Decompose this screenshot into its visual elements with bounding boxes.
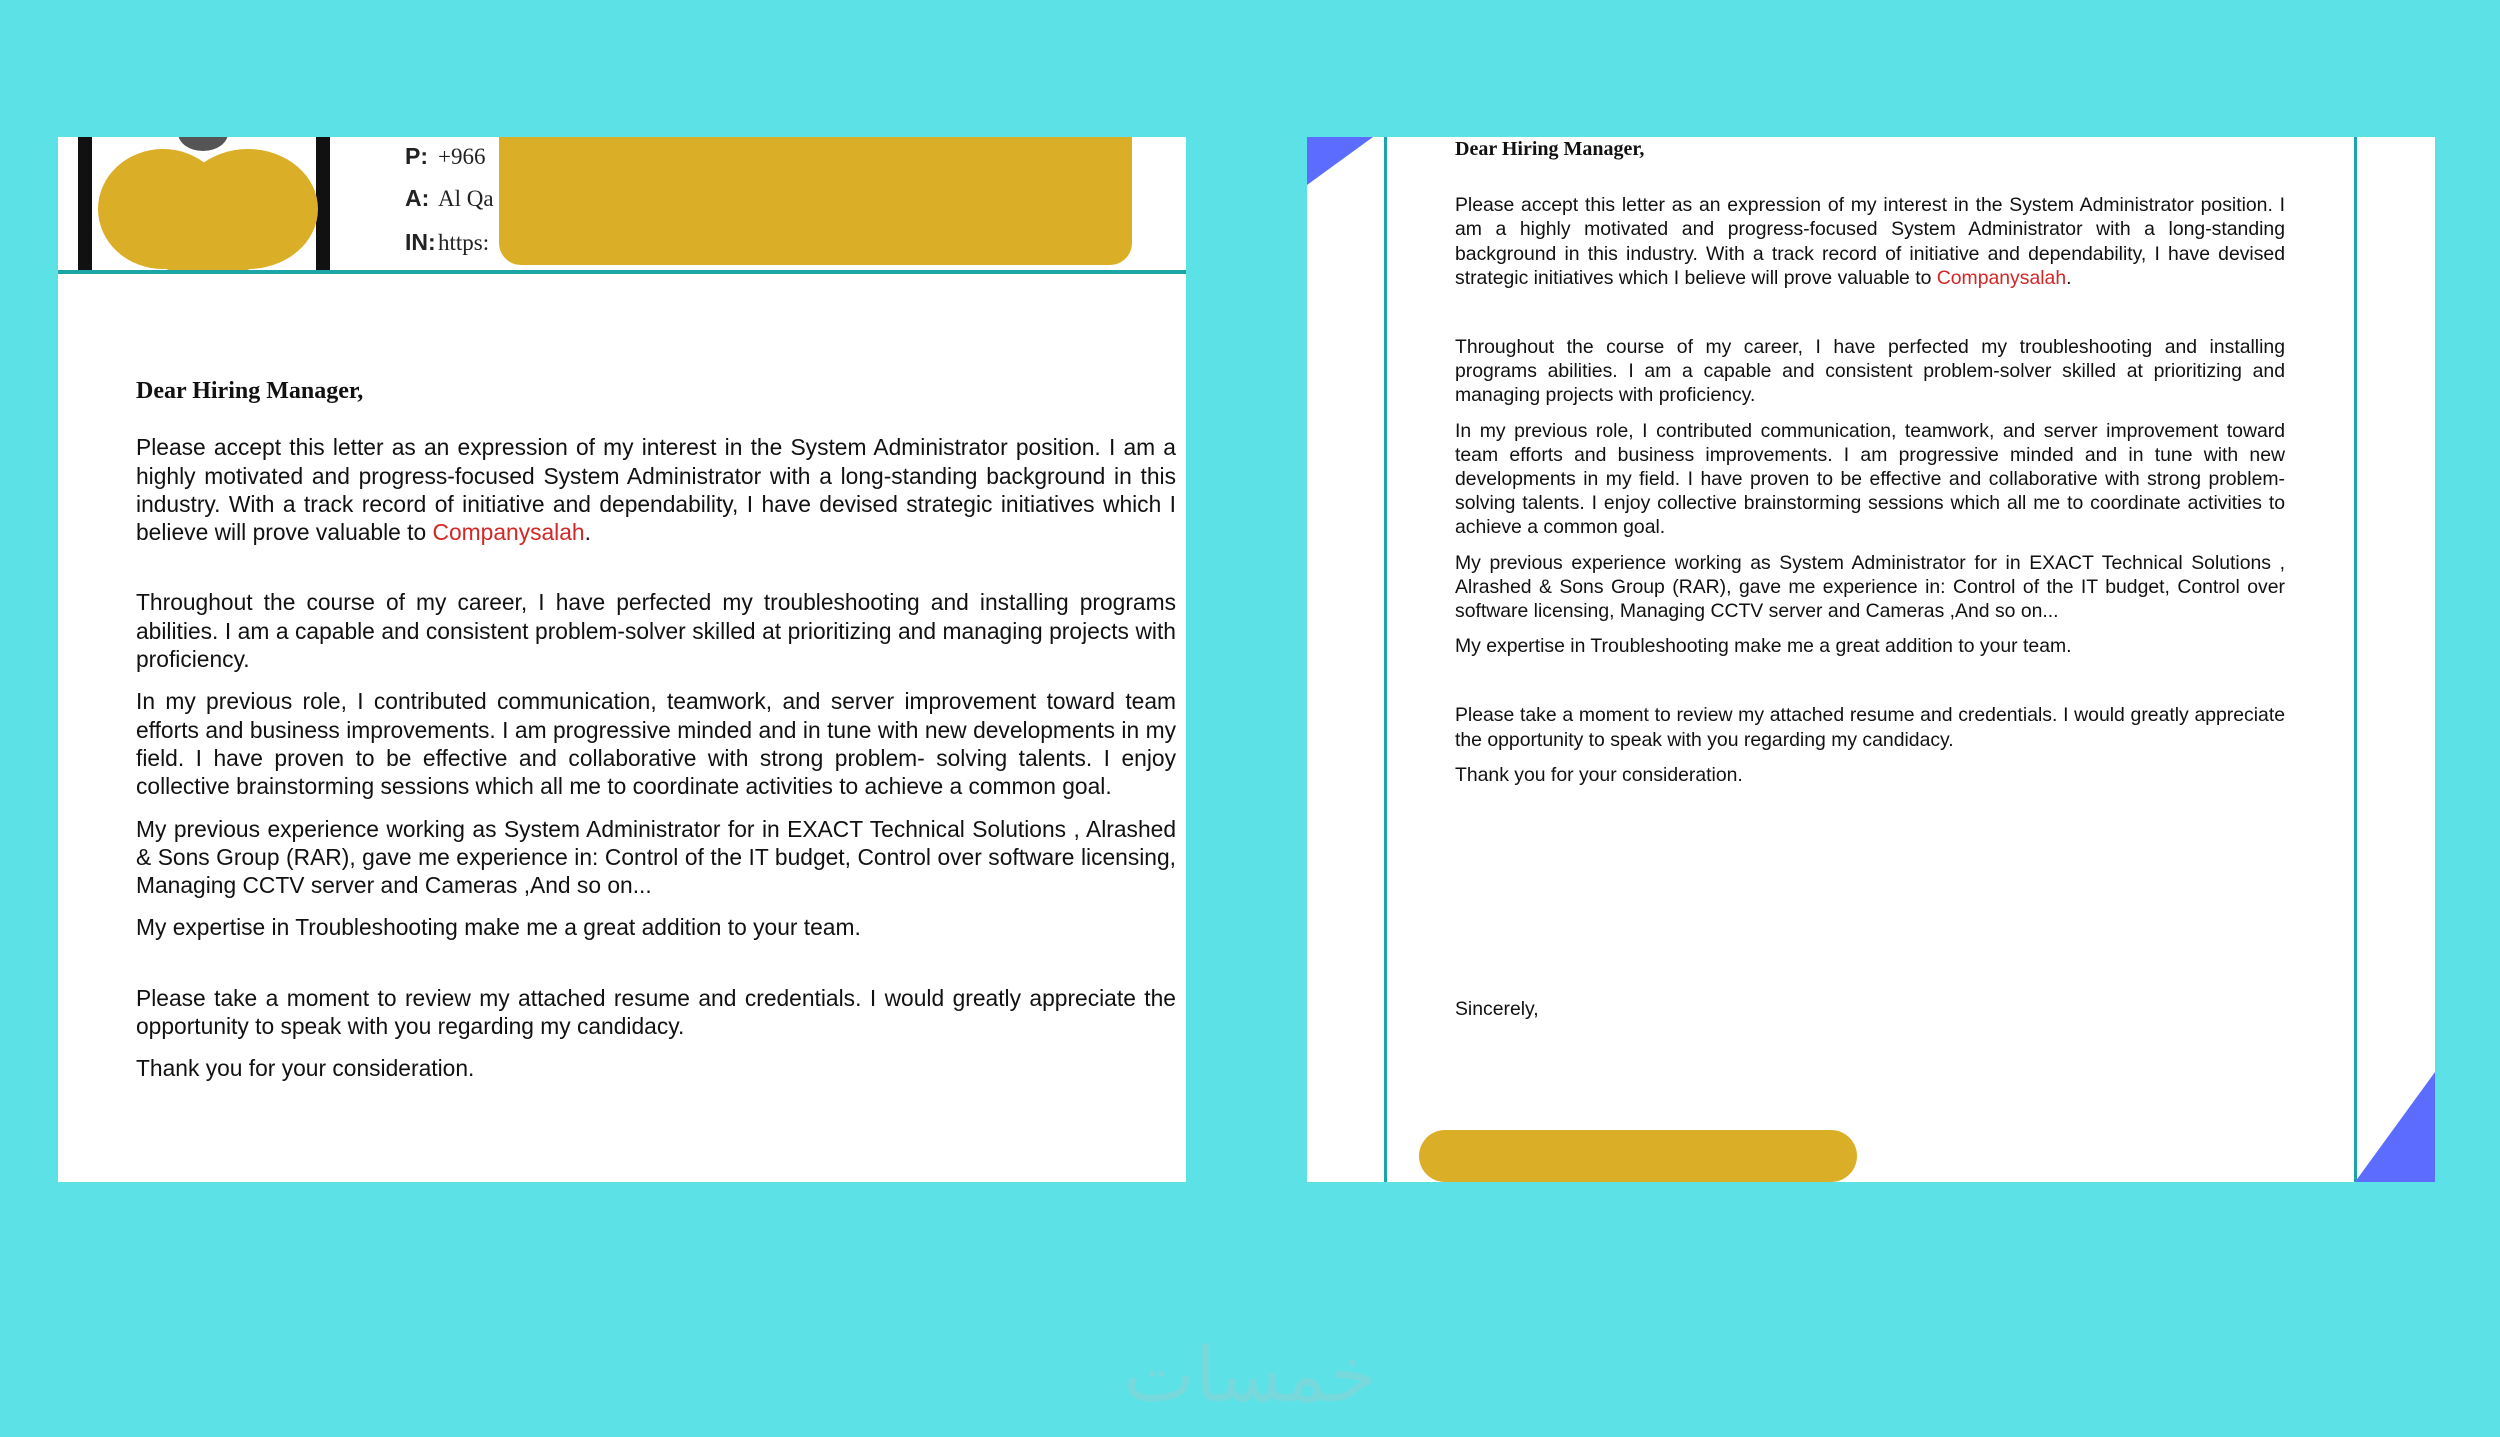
paragraph-2-2: Throughout the course of my career, I have perfected my troubleshooting and installing programs abilities. I am a capable and consistent problem-solver skilled at prioritizing and managing projects with proficiency. bbox=[1455, 336, 2285, 407]
paragraph-7-2: Thank you for your consideration. bbox=[1455, 763, 1743, 786]
paragraph-7: Thank you for your consideration. bbox=[136, 1055, 475, 1082]
profile-photo bbox=[78, 137, 330, 270]
phone-row: P: +966 bbox=[405, 143, 486, 169]
greeting: Dear Hiring Manager, bbox=[136, 378, 364, 404]
paragraph-6: Please take a moment to review my attached resume and credentials. I would greatly appreciate the opportunity to speak with you regarding my candidacy. bbox=[136, 984, 1176, 1040]
paragraph-5: My expertise in Troubleshooting make me a great addition to your team. bbox=[136, 914, 861, 941]
letter-body-2 bbox=[1455, 137, 2285, 1032]
signature-redaction bbox=[1419, 1130, 1857, 1182]
corner-triangle-bottom bbox=[2355, 1072, 2435, 1182]
paragraph-5-2: My expertise in Troubleshooting make me a great addition to your team. bbox=[1455, 635, 2072, 658]
company-name: Companysalah bbox=[432, 519, 585, 546]
link-row: IN: https: bbox=[405, 229, 490, 255]
paragraph-1: Please accept this letter as an expression of my interest in the System Administrator position. I am a highly motivated and progress-focused System Administrator with a long-standing background in this industry. With a track record of initiative and dependability, I have devised strategic initiatives which I believe will prove valuable to Companysalah. bbox=[136, 434, 1176, 546]
contact-redaction bbox=[499, 137, 1132, 265]
corner-triangle-top bbox=[1307, 137, 1373, 185]
company-name-2: Companysalah bbox=[1936, 266, 2067, 289]
paragraph-4: My previous experience working as System Administrator for in EXACT Technical Solutions , Alrashed & Sons Group (RAR), gave me experience in: Control of the IT budget, Control over software licensing, Managing CCTV server and Cameras ,And so on... bbox=[136, 815, 1176, 899]
paragraph-4-2: My previous experience working as System Administrator for in EXACT Technical Solutions , Alrashed & Sons Group (RAR), gave me experience in: Control of the IT budget, Control over software licensing, Managing CCTV server and Cameras ,And so on... bbox=[1455, 551, 2285, 623]
letter-page-1 bbox=[58, 137, 1186, 1182]
paragraph-3-2: In my previous role, I contributed communication, teamwork, and server improvement toward team efforts and business improvements. I am progressive minded and in tune with new developments in my field. I have proven to be effective and collaborative with strong problem- solving talents. I enjoy collective brainstorming sessions which all me to coordinate activities to achieve a common goal. bbox=[1455, 419, 2285, 539]
paragraph-2: Throughout the course of my career, I have perfected my troubleshooting and installing programs abilities. I am a capable and consistent problem-solver skilled at prioritizing and managing projects with proficiency. bbox=[136, 589, 1176, 673]
address-row: A: Al Qa bbox=[405, 185, 494, 211]
right-border-line bbox=[2354, 137, 2357, 1182]
contact-block bbox=[405, 137, 1105, 270]
letter-page-2 bbox=[1307, 137, 2435, 1182]
watermark: خمسات bbox=[1123, 1330, 1377, 1419]
header-divider bbox=[58, 270, 1186, 274]
paragraph-1-2: Please accept this letter as an expression of my interest in the System Administrator position. I am a highly motivated and progress-focused System Administrator with a long-standing background in this industry. With a track record of initiative and dependability, I have devised strategic initiatives which I believe will prove valuable to Companysalah. bbox=[1455, 194, 2285, 289]
paragraph-3: In my previous role, I contributed communication, teamwork, and server improvement toward team efforts and business improvements. I am progressive minded and in tune with new developments in my field. I have proven to be effective and collaborative with strong problem- solving talents. I enjoy collective brainstorming sessions which all me to coordinate activities to achieve a common goal. bbox=[136, 688, 1176, 800]
letter-body bbox=[136, 377, 1176, 1097]
closing: Sincerely, bbox=[1455, 998, 1539, 1021]
paragraph-6-2: Please take a moment to review my attached resume and credentials. I would greatly appreciate the opportunity to speak with you regarding my candidacy. bbox=[1455, 704, 2285, 751]
left-border-line bbox=[1384, 137, 1387, 1182]
greeting-2: Dear Hiring Manager, bbox=[1455, 138, 1645, 160]
